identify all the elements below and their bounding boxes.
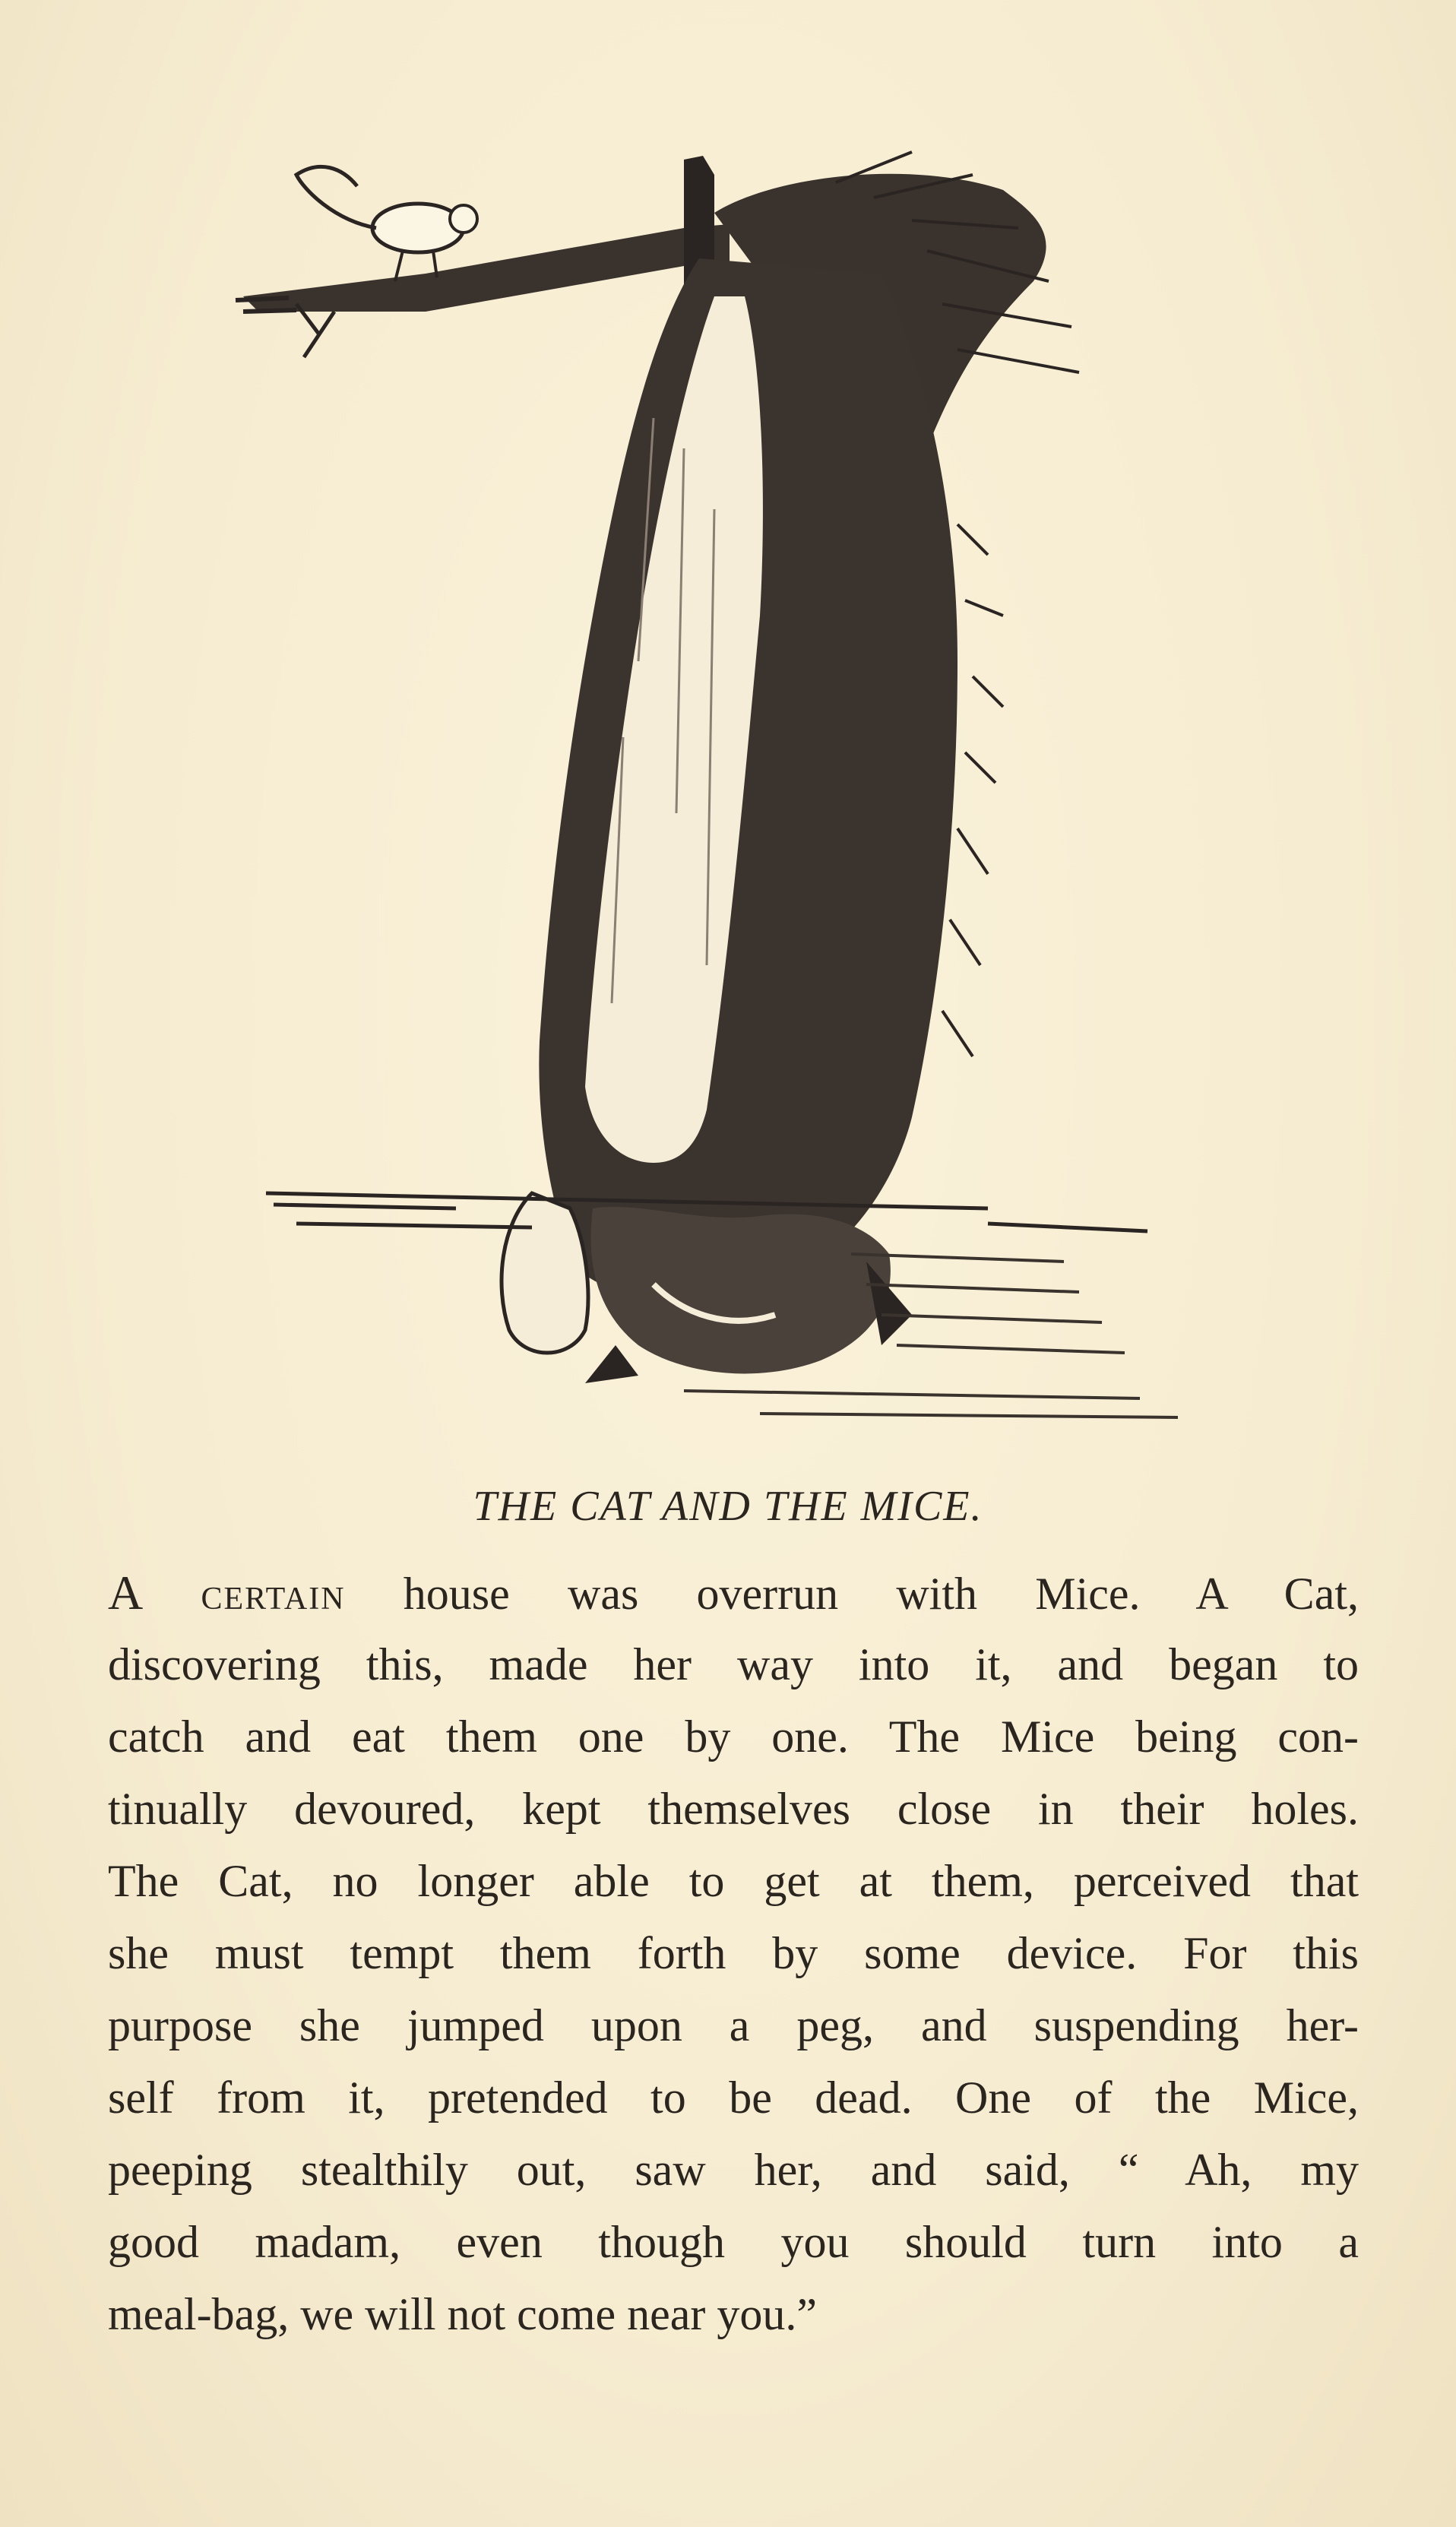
fable-line xyxy=(108,1556,1359,1629)
fable-line: self from it, pretended to be dead. One of the Mice, xyxy=(108,2073,1359,2123)
cat-paws xyxy=(502,1193,588,1353)
fable-line: tinually devoured, kept themselves close in their holes. xyxy=(108,1784,1359,1834)
opening-word: A xyxy=(108,1566,144,1620)
peg-beam xyxy=(236,156,730,331)
fable-line: catch and eat them one by one. The Mice being con- xyxy=(108,1712,1359,1762)
fable-line: discovering this, made her way into it, and began to xyxy=(108,1639,1359,1689)
fable-line: peeping stealthily out, saw her, and said, “ Ah, my xyxy=(108,2145,1359,2195)
fable-line: The Cat, no longer able to get at them, perceived that xyxy=(108,1856,1359,1906)
illustration-caption: THE CAT AND THE MICE. xyxy=(473,1483,983,1530)
fable-line: good madam, even though you should turn into a xyxy=(108,2217,1359,2267)
fable-line: meal-bag, we will not come near you.” xyxy=(108,2289,817,2339)
opening-smallcaps: certain xyxy=(201,1569,346,1619)
fable-line: purpose she jumped upon a peg, and suspending her- xyxy=(108,2000,1359,2050)
fable-line-text: house was overrun with Mice. A Cat, xyxy=(345,1569,1359,1619)
cat-body xyxy=(539,258,957,1303)
mouse-figure xyxy=(296,166,477,281)
fable-line: she must tempt them forth by some device. For this xyxy=(108,1928,1359,1978)
cat-head xyxy=(585,1207,912,1383)
fable-body xyxy=(108,1556,1359,2351)
cat-hanging-illustration xyxy=(228,129,1231,1421)
